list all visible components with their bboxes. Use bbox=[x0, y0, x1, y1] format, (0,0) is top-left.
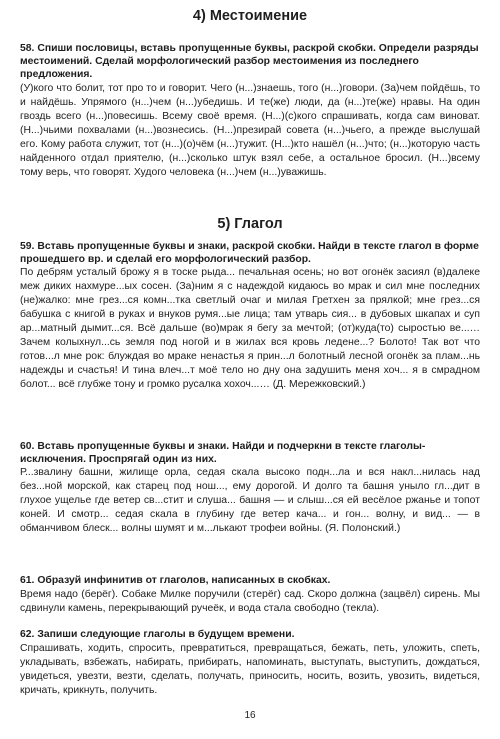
page-number: 16 bbox=[244, 710, 256, 721]
task-59-title: 59. Вставь пропущенные буквы и знаки, раскрой скобки. Найди в тексте глагол в форме прошедшего вр. и сделай его морфологический разбор. bbox=[20, 241, 479, 265]
task-62-title: 62. Запиши следующие глаголы в будущем времени. bbox=[20, 629, 295, 640]
section-title-verb: 5) Глагол bbox=[217, 216, 283, 232]
task-58-text: (У)кого что болит, тот про то и говорит. Чего (н...)знаешь, того (н...)говори. (За)чем пойдёшь, то и найдёшь. Упрямого (н...)чем (н...)убедишь. И те(же) люди, да (н...)те(же) нравы. На один гвоздь всего (н...)повесишь. Всему своё время. (Н...)(с)кого спрашивать, когда сам виноват. (Н...)чьими похвалами (н...)вознесись. (Н...)презирай совета (н...)чьего, а прежде выслушай его. Кому работа служит, тот (н...)(о)чём (н...)тужит. (Н...)кто нашёл (н...)что; (н...)которую часть найденного отдал приятелю, (н...)сколько штук взял себе, а остальное бросил. (Н...)всему тому верь, что говорят. Худого человека (н...)чем (н...)уважишь. bbox=[20, 83, 480, 178]
task-61-text: Время надо (берёг). Собаке Милке поручили (стерёг) сад. Скоро должна (зацвёл) сирень. Мы сдвинули камень, перекрывающий ручеёк, и вода стала свободно (текла). bbox=[20, 589, 480, 614]
task-59-text: По дебрям усталый брожу я в тоске рыда... печальная осень; но вот огонёк засиял (в)далеке меж диких нахмуре...ых сосен. (За)ним я с надеждой кидаюсь во мрак и сил мне последних (не)жалко: мне грез...ся комн...тка светлый очаг и милая Гретхен за прялкой; мне грез...ся бабушка с книгой в руках и внуков румя...ые лица; там утварь сия... в дубовых шкапах и суп ар...матный дымит...ся. Всё дальше (во)мрак я бегу за мечтой; (от)куда(то) сыростью ве...… Зачем колыхнул...сь земля под ногой и в жилах вся кровь ледене...? Болото! Так вот что готов...л мне рок: блуждая во мраке ненастья я прин...л болотный лесной огонёк за плам...нь надежды и счастья! И тина влеч...т моё тело но дну она задушить меня хоч... я в смрадном болот... всё глубже тону и громко русалка хохоч...… (Д. Мережковский.) bbox=[20, 267, 480, 390]
task-61-title: 61. Образуй инфинитив от глаголов, написанных в скобках. bbox=[20, 575, 331, 586]
task-60-text: Р...звалину башни, жилище орла, седая скала высоко подн...ла и вся накл...нилась над без...ной морской, как старец под нош..., ему дорогой. И долго та башня уныло гл...дит в глухое ущелье где ветер св...стит и слуша... башня — и слыш...ся ей весёлое ржанье и топот коней. И смотр... седая скала в глубину где ветер кача... и гон... волну, и вид... — в обманчивом блеск... волны шумят и м...лькают трофеи войны. (Я. Полонский.) bbox=[20, 467, 480, 534]
task-60-title: 60. Вставь пропущенные буквы и знаки. Найди и подчеркни в тексте глаголы-исключения. Проспрягай один из них. bbox=[20, 441, 426, 465]
task-58-title: 58. Спиши пословицы, вставь пропущенные буквы, раскрой скобки. Определи разряды местоимений. Сделай морфологический разбор местоимения из последнего предложения. bbox=[20, 43, 479, 80]
task-62-text: Спрашивать, ходить, спросить, превратиться, превращаться, бежать, петь, уложить, спеть, укладывать, взбежать, набирать, прибирать, напоминать, выступать, выступить, дождаться, увидеться, увезти, везти, сделать, получать, приносить, носить, возить, увозить, видеться, кричать, крикнуть, получить. bbox=[20, 643, 480, 696]
section-title-pronoun: 4) Местоимение bbox=[192, 8, 308, 24]
